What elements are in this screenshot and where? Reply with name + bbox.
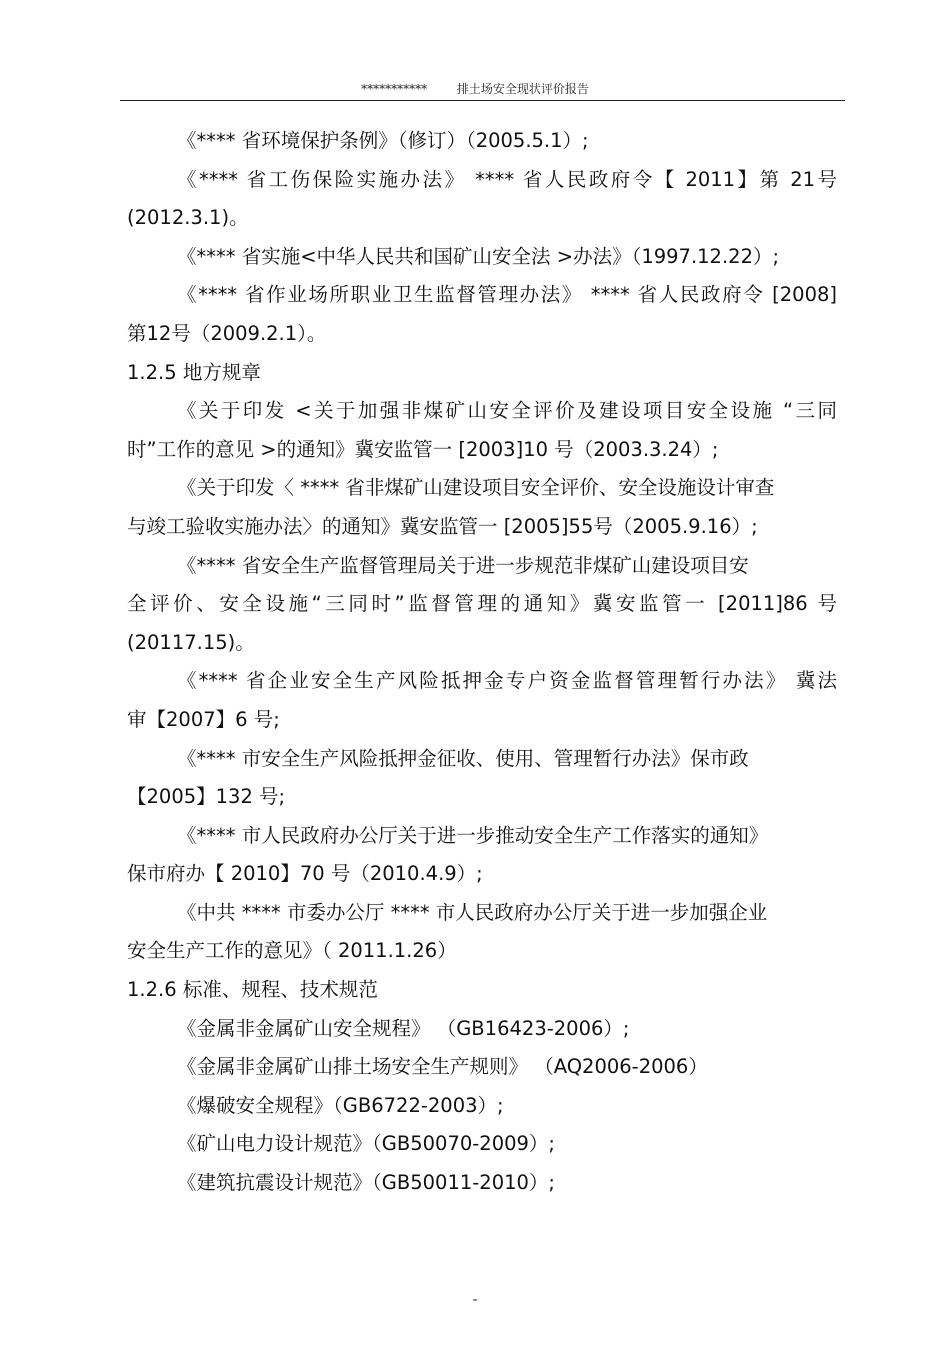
text-line: 《**** 省环境保护条例》（修订）（2005.5.1）;	[177, 129, 589, 152]
text-line: 《**** 省企业安全生产风险抵押金专户资金监督管理暂行办法》 冀法	[177, 669, 837, 693]
text-line: (2012.3.1)。	[127, 206, 249, 230]
text-line: 审【2007】6 号;	[127, 707, 280, 731]
text-line: 《**** 市安全生产风险抵押金征收、使用、管理暂行办法》保市政	[177, 746, 749, 770]
text-line: (20117.15)。	[127, 630, 255, 654]
text-line: 《关于印发 <关于加强非煤矿山安全评价及建设项目安全设施 “三同	[177, 399, 837, 423]
text-line: 安全生产工作的意见》（ 2011.1.26）	[127, 939, 457, 963]
text-line: 《爆破安全规程》（GB6722-2003）;	[177, 1093, 504, 1117]
text-line: 全评价、安全设施“三同时”监督管理的通知》冀安监管一 [2011]86 号	[127, 592, 837, 616]
header-rule	[120, 100, 845, 101]
text-line: 《矿山电力设计规范》（GB50070-2009）;	[177, 1132, 556, 1156]
text-line: 《金属非金属矿山排土场安全生产规则》 （AQ2006-2006）	[177, 1055, 708, 1079]
text-line: 《**** 省安全生产监督管理局关于进一步规范非煤矿山建设项目安	[177, 553, 749, 577]
text-line: 《中共 **** 市委办公厅 **** 市人民政府办公厅关于进一步加强企业	[177, 900, 768, 924]
text-line: 《关于印发〈 **** 省非煤矿山建设项目安全评价、安全设施设计审查	[177, 476, 775, 500]
document-body	[127, 126, 837, 1207]
text-line: 《**** 市人民政府办公厅关于进一步推动安全生产工作落实的通知》	[177, 823, 769, 847]
text-line: 《**** 省工伤保险实施办法》 **** 省人民政府令【 2011】第 21号	[177, 167, 837, 191]
section-heading: 1.2.5 地方规章	[127, 360, 261, 384]
text-line: 《**** 省实施<中华人民共和国矿山安全法 >办法》（1997.12.22）;	[177, 244, 780, 268]
section-heading: 1.2.6 标准、规程、技术规范	[127, 978, 378, 1002]
text-line: 时”工作的意见 >的通知》冀安监管一 [2003]10 号（2003.3.24）;	[127, 437, 719, 461]
header-title: 排土场安全现状评价报告	[456, 82, 589, 96]
page-header	[0, 80, 950, 97]
text-line: 《建筑抗震设计规范》（GB50011-2010）;	[177, 1171, 556, 1195]
text-line: 《**** 省作业场所职业卫生监督管理办法》 **** 省人民政府令 [2008]	[177, 283, 837, 307]
text-line: 与竣工验收实施办法〉的通知》冀安监管一 [2005]55号（2005.9.16）;	[127, 514, 758, 538]
text-line: 【2005】132 号;	[127, 785, 286, 809]
text-line: 保市府办【 2010】70 号（2010.4.9）;	[127, 862, 483, 886]
page-footer-mark: -	[472, 1292, 478, 1308]
text-line: 《金属非金属矿山安全规程》 （GB16423-2006）;	[177, 1016, 630, 1040]
text-line: 第12号（2009.2.1）。	[127, 321, 327, 345]
header-stars: ***********	[361, 82, 428, 96]
